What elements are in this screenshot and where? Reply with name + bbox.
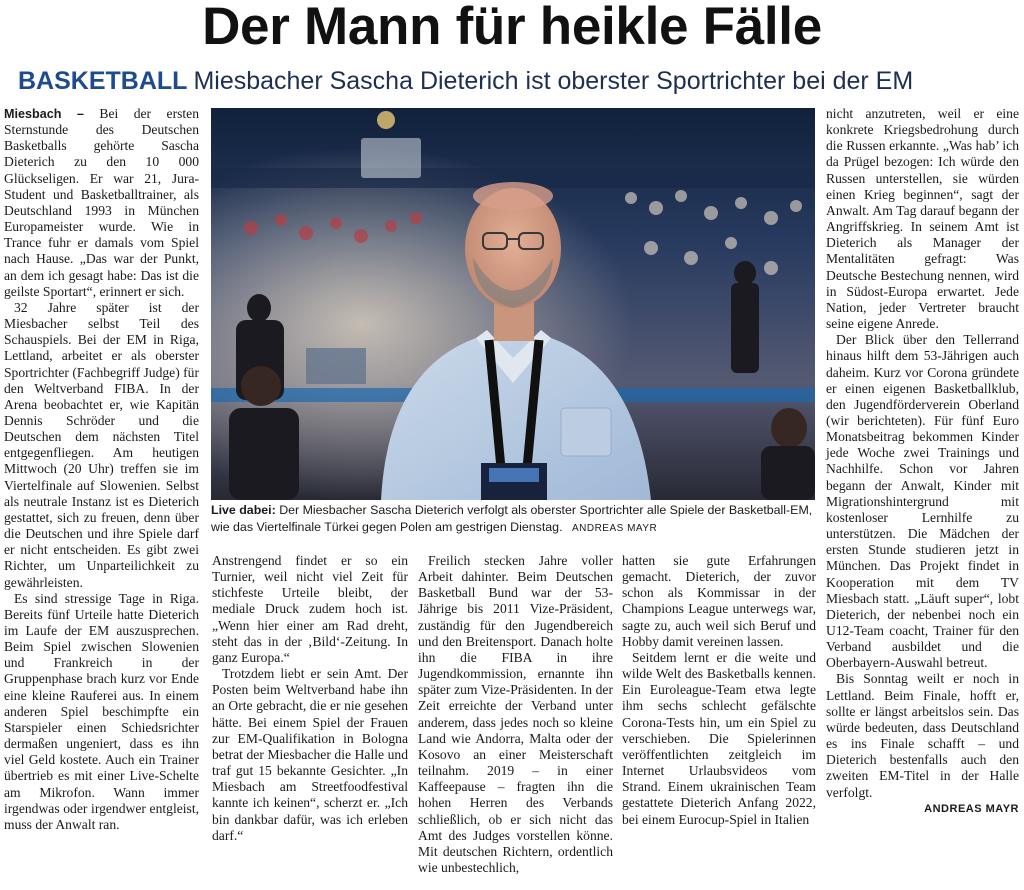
paragraph-text: Bei der ersten Sternstunde des Deutschen Basketballs gehörte Sascha Dieterich zu den 10 000 Glückseligen. Er war 21, Jura-Student und Basketballtrainer, als Deutschland 1993 in München Europameister wurde. Wie in Trance fuhr er damals vom Spiel nach Hause. „Das war der Punkt, an dem ich gesagt habe: Das ist die geilste Sportart“, erinnert er sich. xyxy=(4,106,199,299)
paragraph: Anstrengend findet er so ein Turnier, weil nicht viel Zeit für stichfeste Urteile bleibt, der mediale Druck zudem hoch ist. „Wenn hier einer am Rad dreht, steht das in der ‚Bild‘-Zeitung. In ganz Europa.“ xyxy=(212,553,408,665)
photo-illustration xyxy=(211,108,815,500)
caption-text: Der Miesbacher Sascha Dieterich verfolgt als oberster Sportrichter alle Spiele der Basketball-EM, wie das Viertelfinale Türkei gegen Polen am gestrigen Dienstag. xyxy=(211,503,813,534)
subheadline xyxy=(18,64,913,98)
paragraph: 32 Jahre später ist der Miesbacher selbst Teil des Schauspiels. Bei der EM in Riga, Lettland, arbeitet er als oberster Sportrichter (Fachbegriff Judge) für den Weltverband FIBA. In der Arena beobachtet er, wie Kapitän Dennis Schröder und die Deutschen dem nächsten Titel entgegenfliegen. Am heutigen Mittwoch (20 Uhr) treffen sie im Viertelfinale auf Slowenien. Selbst als neutrale Instanz ist es Dieterich gestattet, sich zu freuen, denn über die Deutschen und ihre Spiele darf er nicht entscheiden. Es gibt zwei Richter, um Unparteilichkeit zu gewährleisten. xyxy=(4,299,199,590)
article-column-1 xyxy=(4,106,199,833)
paragraph: Es sind stressige Tage in Riga. Bereits fünf Urteile hatte Dieterich im Laufe der EM auszusprechen. Beim Spiel zwischen Slowenien und Frankreich in der Gruppenphase brach kurz vor Ende eine kleine Rauferei aus. In einem anderen Spiel beschimpfte ein Starspieler einen Schiedsrichter dermaßen ungeniert, dass es ihn viel Geld kostete. Auch ein Trainer übertrieb es mit einer Live-Schelte am Mikrofon. Wann immer irgendwas oder irgendwer entgleist, muss der Anwalt ran. xyxy=(4,590,199,832)
paragraph: hatten sie gute Erfahrungen gemacht. Dieterich, der zuvor schon als Kommissar in der Champions League unterwegs war, sagte zu, auch weil sich Beruf und Hobby damit vereinen lassen. xyxy=(622,553,816,649)
caption-lead: Live dabei: xyxy=(211,503,276,517)
subheadline-kicker: BASKETBALL xyxy=(18,67,188,95)
photo-credit: ANDREAS MAYR xyxy=(571,523,658,534)
paragraph: Trotzdem liebt er sein Amt. Der Posten beim Weltverband habe ihn an Orte gebracht, die er nie gesehen hätte. Bei einem Spiel der Frauen zur EM-Qualifikation in Bologna betrat der Miesbacher die Halle und traf gut 15 bekannte Gesichter. „In Miesbach am Streetfoodfestival kannte ich keinen“, scherzt er. „Ich bin dankbar dafür, was ich erleben darf.“ xyxy=(212,666,408,843)
paragraph: Seitdem lernt er die weite und wilde Welt des Basketballs kennen. Ein Euroleague-Team etwa legte ihm sechs schlecht gefälschte Corona-Tests hin, um ein Spiel zu verschieben. Die Spielerinnen veröffentlichten zeitgleich im Internet Urlaubsvideos vom Strand. Einem ukrainischen Team gestattete Dieterich Anfang 2022, bei einem Eurocup-Spiel in Italien xyxy=(622,649,816,827)
subheadline-text: Miesbacher Sascha Dieterich ist oberster Sportrichter bei der EM xyxy=(193,67,914,95)
dateline: Miesbach – xyxy=(4,107,84,121)
paragraph: nicht anzutreten, weil er eine konkrete Kriegsbedrohung durch die Russen erkannte. „Was hab’ ich da Prügel bezogen: Ich würde den Russen unterstellen, sie würden einen Krieg beginnen“, sagt der Anwalt. Am Tag darauf begann der Angriffskrieg. In seinem Amt ist Dieterich als Manager der Mentalitäten gefragt: Was Deutsche Bestechung nennen, wird in Südost-Europa erwartet. Jede Nation, jeder Vertreter braucht seine eigene Anrede. xyxy=(826,106,1019,332)
author-byline: ANDREAS MAYR xyxy=(924,802,1019,815)
paragraph xyxy=(4,106,199,300)
paragraph: Bis Sonntag weilt er noch in Lettland. Beim Finale, hofft er, sollte er längst arbeitslos sein. Das würde bedeuten, dass Deutschland es ins Finale schafft – und Dieterich bestenfalls auch den zweiten EM-Titel in der Halle verfolgt. xyxy=(826,671,1019,800)
article-column-4 xyxy=(622,553,816,828)
paragraph: Freilich stecken Jahre voller Arbeit dahinter. Beim Deutschen Basketball Bund war der 53-Jährige bis 2011 Vize-Präsident, zuständig für den Jugendbereich und den Breitensport. Danach holte ihn die FIBA in ihre Jugendkommission, ernannte ihn später zum Vize-Präsidenten. In der Zeit erreichte der Verband unter anderem, dass jedes noch so kleine Land wie Andorra, Malta oder der Kosovo an einer Meisterschaft teilnahm. 2019 – in einer Kaffeepause – fragten ihn die hohen Herren des Verbands schließlich, ob er sich nicht das Amt des Judges vorstellen könne. Mit deutschen Richtern, ordentlich wie unbestechlich, xyxy=(418,553,613,875)
paragraph: Der Blick über den Tellerrand hinaus hilft dem 53-Jährigen auch daheim. Kurz vor Corona gründete er einen eigenen Basketballklub, den Jugendförderverein Oberland (wir berichteten). Für fünf Euro Monatsbeitrag bekommen Kinder jede Woche zwei Trainings und Nachhilfe. Schon vor Jahren begann der Anwalt, Kinder mit Migrationshintergrund mit kostenloser Lernhilfe zu unterstützen. Die Mädchen der ersten Stunde studieren jetzt in München. Das Projekt findet in Kooperation mit dem TV Miesbach statt. „Läuft super“, lobt Dieterich, der nebenbei noch ein U12-Team coacht, Trainer für den Verband ausbildet und die Oberbayern-Auswahl betreut. xyxy=(826,332,1019,671)
article-column-5 xyxy=(826,106,1019,817)
article-column-2 xyxy=(212,553,408,844)
article-column-3 xyxy=(418,553,613,876)
headline: Der Mann für heikle Fälle xyxy=(202,0,822,56)
photo-caption xyxy=(211,502,815,537)
article-photo xyxy=(211,108,815,500)
